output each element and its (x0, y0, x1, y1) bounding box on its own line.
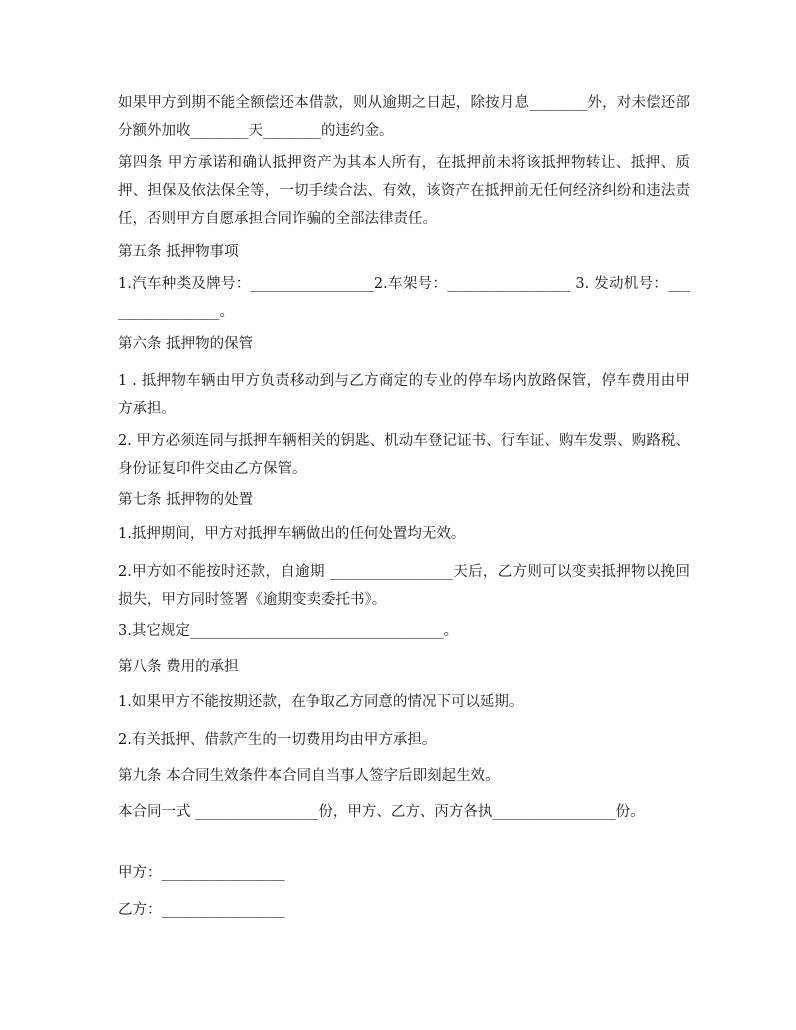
heading-article-5: 第五条 抵押物事项 (118, 244, 239, 260)
paragraph-disposal-3: 3.其它规定___________________________________。 (118, 623, 459, 639)
paragraph-custody-1: 1 . 抵押物车辆由甲方负责移动到与乙方商定的专业的停车场内放路保管，停车费用由甲方承担。 (118, 373, 690, 417)
heading-article-9: 第九条 本合同生效条件本合同自当事人签字后即刻起生效。 (118, 768, 500, 784)
signature-party-a: 甲方：_________________ (118, 865, 285, 881)
paragraph-penalty-clause: 如果甲方到期不能全额偿还本借款，则从逾期之日起，除按月息________外，对未偿还部分额外加收________天________的违约金。 (118, 95, 690, 139)
paragraph-copies: 本合同一式 _________________份，甲方、乙方、丙方各执_________________份。 (118, 804, 645, 820)
paragraph-disposal-2: 2.甲方如不能按时还款，自逾期 _________________天后，乙方则可以变卖抵押物以挽回损失，甲方同时签署《逾期变卖委托书》。 (118, 564, 690, 608)
heading-article-7: 第七条 抵押物的处置 (118, 492, 254, 508)
heading-article-8: 第八条 费用的承担 (118, 659, 239, 675)
paragraph-custody-2: 2. 甲方必须连同与抵押车辆相关的钥匙、机动车登记证书、行车证、购车发票、购路税、身份证复印件交由乙方保管。 (118, 433, 690, 477)
paragraph-cost-2: 2.有关抵押、借款产生的一切费用均由甲方承担。 (118, 732, 437, 748)
paragraph-vehicle-info: 1.汽车种类及牌号：_________________2.车架号：_________________ 3. 发动机号：_________________。 (118, 276, 690, 320)
paragraph-cost-1: 1.如果甲方不能按期还款，在争取乙方同意的情况下可以延期。 (118, 694, 524, 710)
heading-article-6: 第六条 抵押物的保管 (118, 336, 254, 352)
signature-party-b: 乙方：_________________ (118, 902, 285, 918)
paragraph-disposal-1: 1.抵押期间，甲方对抵押车辆做出的任何处置均无效。 (118, 526, 466, 542)
paragraph-article-4: 第四条 甲方承诺和确认抵押资产为其本人所有，在抵押前未将该抵押物转让、抵押、质押、担保及依法保全等，一切手续合法、有效，该资产在抵押前无任何经济纠纷和违法责任，否则甲方自愿承担合同诈骗的全部法律责任。 (118, 155, 690, 227)
